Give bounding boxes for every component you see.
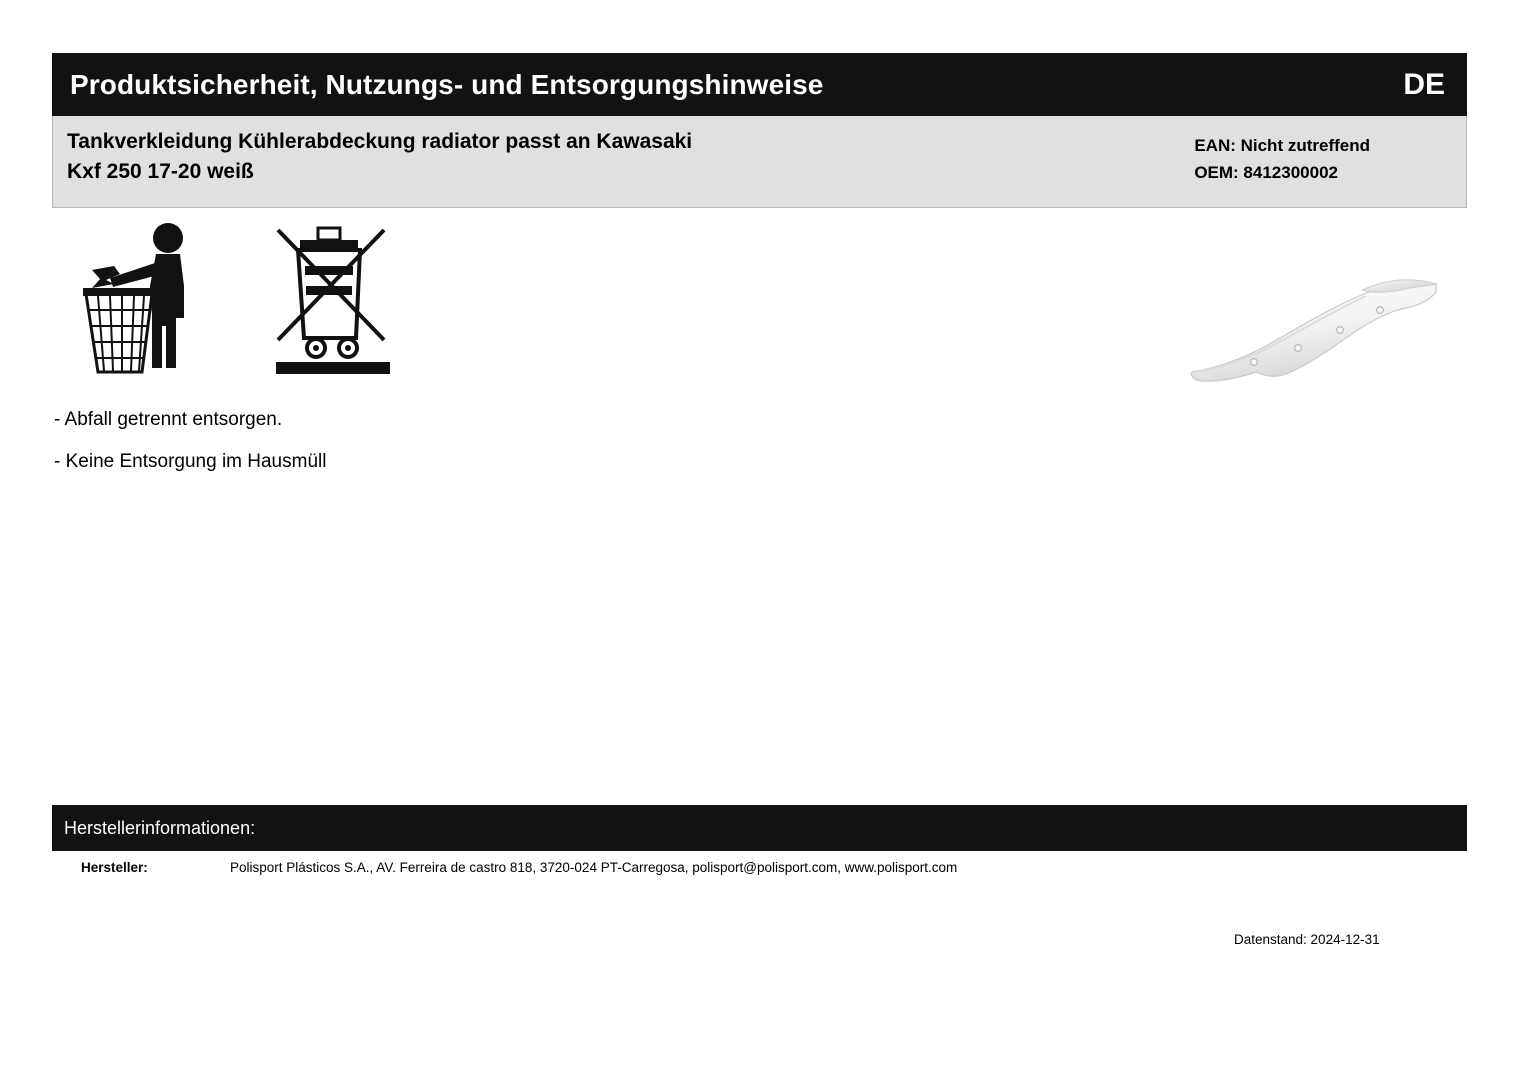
manufacturer-value: Polisport Plásticos S.A., AV. Ferreira de castro 818, 3720-024 PT-Carregosa, polisport@polisport.com, www.polisport.com xyxy=(230,860,958,875)
page-title: Produktsicherheit, Nutzungs- und Entsorgungshinweise xyxy=(70,68,824,100)
product-info-bar xyxy=(52,116,1467,208)
oem-code: OEM: 8412300002 xyxy=(1194,163,1338,183)
manufacturer-section-title: Herstellerinformationen: xyxy=(64,817,256,838)
product-name-line2: Kxf 250 17-20 weiß xyxy=(67,160,254,184)
ean-code: EAN: Nicht zutreffend xyxy=(1194,136,1370,155)
radiator-shroud-photo xyxy=(1180,272,1442,397)
language-code: DE xyxy=(1403,67,1445,101)
product-name-line1: Tankverkleidung Kühlerabdeckung radiator passt an Kawasaki xyxy=(67,130,693,153)
tidyman-icon xyxy=(80,222,210,382)
list-item: - Abfall getrennt entsorgen. xyxy=(54,409,283,430)
product-codes xyxy=(1194,116,1466,207)
manufacturer-section-bar xyxy=(52,805,1467,851)
list-item: - Keine Entsorgung im Hausmüll xyxy=(54,450,327,472)
manufacturer-row xyxy=(52,860,1467,875)
product-name xyxy=(53,116,692,207)
document-header-bar xyxy=(52,53,1467,116)
datestamp: Datenstand: 2024-12-31 xyxy=(1234,932,1380,947)
pictogram-row xyxy=(80,222,394,382)
manufacturer-label: Hersteller: xyxy=(81,860,148,875)
weee-crossed-out-wheelie-bin-icon xyxy=(272,222,394,382)
disposal-notes xyxy=(54,410,326,494)
